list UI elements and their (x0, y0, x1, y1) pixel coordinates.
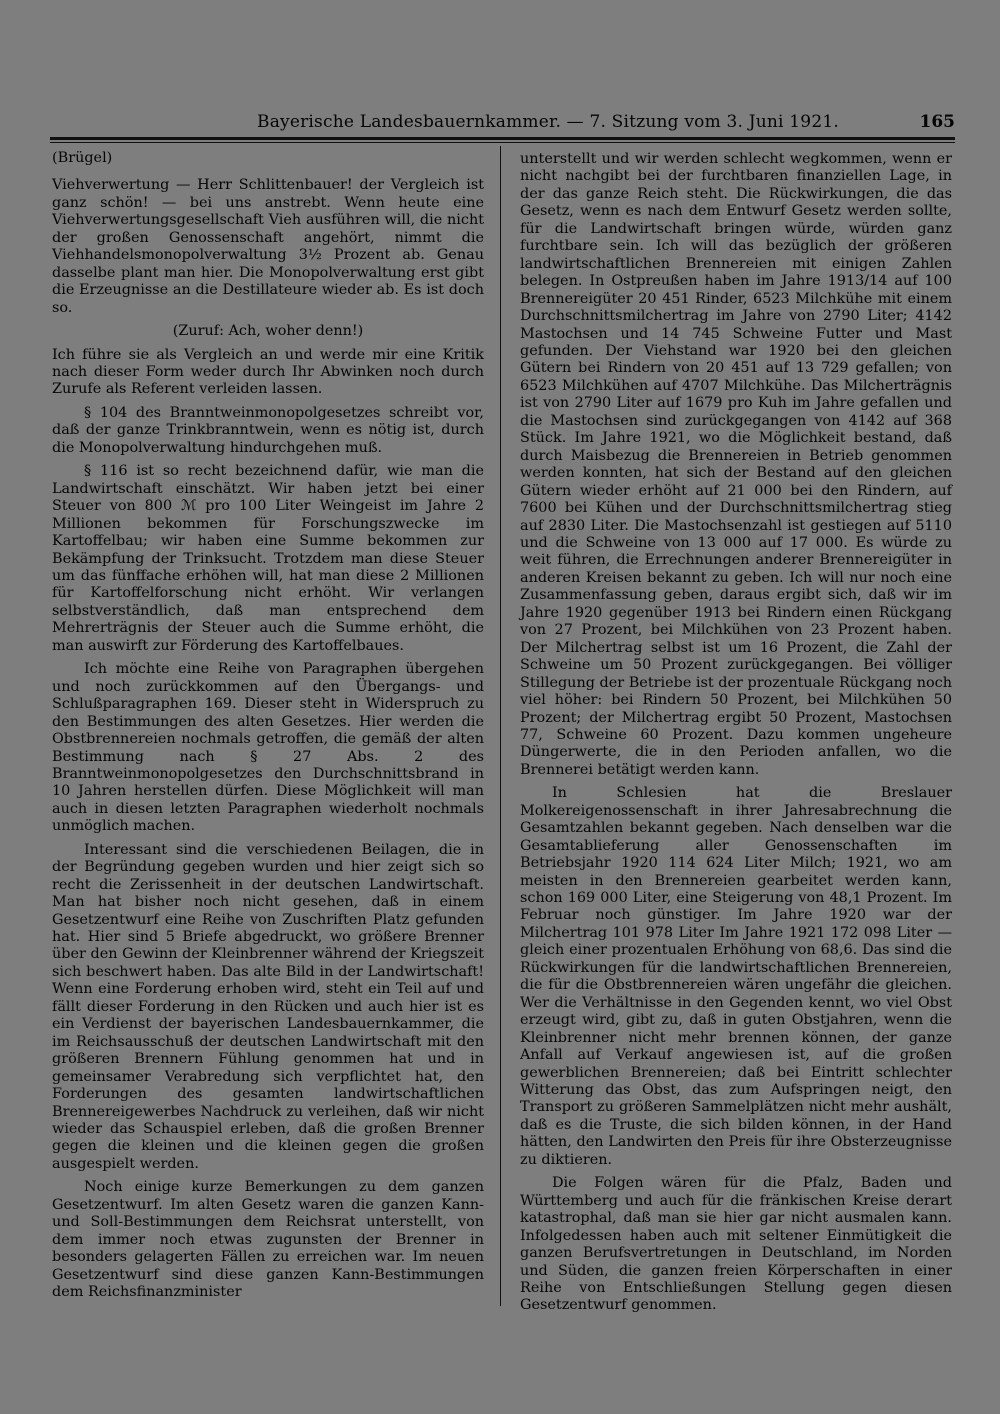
paragraph: Ich führe sie als Vergleich an und werde mir eine Kritik nach dieser Form weder durch Ihr Abwinken noch durch Zurufe als Referent verleiden lassen. (52, 346, 484, 398)
paragraph: Interessant sind die verschiedenen Beilagen, die in der Begründung gegeben wurden und hier zeigt sich so recht die Zerissenheit in der deutschen Landwirtschaft. Man hat bisher noch nicht gesehen, daß in einem Gesetzentwurf eine Reihe von Zuschriften Platz gefunden hat. Hier sind 5 Briefe abgedruckt, wo größere Brenner über den Gewinn der Kleinbrenner während der Kriegszeit sich beschwert haben. Das alte Bild in der Landwirtschaft! Wenn eine Forderung erhoben wird, steht ein Teil auf und fällt dieser Forderung in den Rücken und auch hier ist es ein Verdienst der bayerischen Landesbauernkammer, die im Reichsausschuß der deutschen Landwirtschaft mit den größeren Brennern Fühlung genommen hat und in gemeinsamer Verabredung sich verpflichtet hat, den Forderungen des gesamten landwirtschaftlichen Brennereigewerbes Nachdruck zu verleihen, daß wir nicht wieder das Schauspiel erleben, daß die großen Brenner gegen die kleinen und die kleinen gegen die großen ausgespielt werden. (52, 841, 484, 1172)
page-number: 165 (919, 112, 955, 132)
paragraph: § 116 ist so recht bezeichnend dafür, wie man die Landwirtschaft einschätzt. Wir haben jetzt bei einer Steuer von 800 ℳ pro 100 Liter Weingeist im Jahre 2 Millionen bekommen für Forschungszwecke im Kartoffelbau; wir haben eine Summe bekommen zur Bekämpfung der Trinksucht. Trotzdem man diese Steuer um das fünffache erhöhen will, hat man diese 2 Millionen für Kartoffelforschung nicht erhöht. Wir verlangen selbstverständlich, daß man entsprechend dem Mehrerträgnis der Steuer auch die Summe erhöht, die man auswirft zur Förderung des Kartoffelbaues. (52, 463, 484, 654)
paragraph: unterstellt und wir werden schlecht wegkommen, wenn er nicht nachgibt bei der furchtbaren finanziellen Lage, in der das ganze Reich steht. Die Rückwirkungen, die das Gesetz, wenn es nach dem Entwurf Gesetz werden sollte, für die Landwirtschaft bringen würde, würden ganz furchtbare sein. Ich will das bezüglich der größeren landwirtschaftlichen Brennereien mit einigen Zahlen belegen. In Ostpreußen haben im Jahre 1913/14 auf 100 Brennereigüter 20 451 Rinder, 6523 Milchkühe mit einem Durchschnittsmilchertrag im Jahre von 2790 Liter; 4142 Mastochsen und 14 745 Schweine Futter und Mast gefunden. Der Viehstand war 1920 bei den gleichen Gütern bei Rindern von 20 451 auf 13 729 gefallen; von 6523 Milchkühen auf 4707 Milchkühe. Das Milcherträgnis ist von 2790 Liter auf 1679 pro Kuh im Jahre gefallen und die Mastochsen sind zurückgegangen von 4142 auf 368 Stück. Im Jahre 1921, wo die Möglichkeit bestand, daß durch Maisbezug die Brennereien in Betrieb genommen werden konnten, hat sich der Bestand auf den gleichen Gütern wieder erhöht auf 21 000 bei den Rindern, auf 7600 bei Kühen und der Durchschnittsmilchertrag stieg auf 2830 Liter. Die Mastochsenzahl ist gestiegen auf 5110 und die Schweine von 13 000 auf 17 000. Es würde zu weit führen, die Errechnungen anderer Brennereigüter in anderen Kreisen bekannt zu geben. Ich will nur noch eine Zusammenfassung geben, daraus ergibt sich, daß wir im Jahre 1920 gegenüber 1913 bei Rindern einen Rückgang von 27 Prozent, bei Milchkühen von 23 Prozent haben. Der Milchertrag selbst ist um 16 Prozent, die Zahl der Schweine um 50 Prozent zurückgegangen. Bei völliger Stillegung der Betriebe ist der prozentuale Rückgang noch viel höher: bei Rindern 50 Prozent, bei Milchkühen 50 Prozent; der Milchertrag ergibt 50 Prozent, Mastochsen 77, Schweine 60 Prozent. Dazu kommen ungeheure Düngerwerte, die in den Perioden anfallen, wo die Brennerei betätigt werden kann. (520, 151, 952, 778)
header-rule (50, 137, 955, 140)
paragraph: Ich möchte eine Reihe von Paragraphen übergehen und noch zurückkommen auf den Übergangs- und Schlußparagraphen 169. Dieser steht in Widerspruch zu den Bestimmungen des alten Gesetzes. Hier werden die Obstbrennereien nochmals getroffen, die gemäß der alten Bestimmung nach § 27 Abs. 2 des Branntweinmonopolgesetzes den Durchschnittsbrand in 10 Jahren herstellen dürfen. Diese Möglichkeit will man auch in diesen letzten Paragraphen wiederholt nochmals unmöglich machen. (52, 661, 484, 835)
running-title: Bayerische Landesbauernkammer. — 7. Sitzung vom 3. Juni 1921. (257, 112, 839, 132)
paragraph: In Schlesien hat die Breslauer Molkereigenossenschaft in ihrer Jahresabrechnung die Gesamtzahlen bekannt gegeben. Nach denselben war die Gesamtablieferung aller Genossenschaften im Betriebsjahr 1920 114 624 Liter Milch; 1921, wo am meisten in den Brennereien gearbeitet werden kann, schon 169 000 Liter, eine Steigerung von 48,1 Prozent. Im Februar noch günstiger. Im Jahre 1920 war der Milchertrag 101 978 Liter Im Jahre 1921 172 098 Liter — gleich einer prozentualen Erhöhung von 68,6. Das sind die Rückwirkungen für die landwirtschaftlichen Brennereien, die für die Obstbrennereien wären ungefähr die gleichen. Wer die Verhältnisse in den Gegenden kennt, wo viel Obst erzeugt wird, gibt zu, daß in guten Obstjahren, wenn die Kleinbrenner nicht mehr brennen können, der ganze Anfall auf Verkauf angewiesen ist, auf die großen gewerblichen Brennereien; daß bei Eintritt schlechter Witterung das Obst, das zum Aufspringen neigt, den Transport zu größeren Sammelplätzen nicht mehr aushält, daß es die Truste, die sich bilden können, in der Hand hätten, den Landwirten den Preis für ihre Obsterzeugnisse zu diktieren. (520, 785, 952, 1168)
column-divider (500, 146, 501, 1306)
paragraph: § 104 des Branntweinmonopolgesetzes schreibt vor, daß der ganze Trinkbranntwein, wenn es nötig ist, durch die Monopolverwaltung hindurchgehen muß. (52, 404, 484, 456)
page-header (50, 112, 955, 136)
header-rule-thin (50, 142, 955, 143)
paragraph: Viehverwertung — Herr Schlittenbauer! der Vergleich ist ganz schön! — bei uns anstrebt. Wenn heute eine Viehverwertungsgesellschaft Vieh ausführen will, die nicht der großen Genossenschaft angehört, nimmt die Viehhandelsmonopolverwaltung 3½ Prozent ab. Genau dasselbe plant man hier. Die Monopolverwaltung erst gibt die Erzeugnisse an die Destillateure wieder ab. Es ist doch so. (52, 177, 484, 316)
interjection: (Zuruf: Ach, woher denn!) (172, 323, 364, 340)
speaker-name: (Brügel) (52, 150, 113, 166)
paragraph: Die Folgen wären für die Pfalz, Baden und Württemberg und auch für die fränkischen Kreise derart katastrophal, daß man sie hier gar nicht ausmalen kann. Infolgedessen haben auch mit seltener Einmütigkeit die ganzen Berufsvertretungen in Deutschland, im Norden und Süden, die ganzen freien Körperschaften in einer Reihe von Entschließungen Stellung gegen diesen Gesetzentwurf genommen. (520, 1175, 952, 1314)
paragraph: Noch einige kurze Bemerkungen zu dem ganzen Gesetzentwurf. Im alten Gesetz waren die ganzen Kann- und Soll-Bestimmungen dem Reichsrat unterstellt, von dem immer noch etwas zugunsten der Brenner in besonders gelagerten Fällen zu erreichen war. Im neuen Gesetzentwurf sind diese ganzen Kann-Bestimmungen dem Reichsfinanzminister (52, 1179, 484, 1301)
left-column (52, 150, 484, 1308)
right-column (520, 151, 952, 1321)
